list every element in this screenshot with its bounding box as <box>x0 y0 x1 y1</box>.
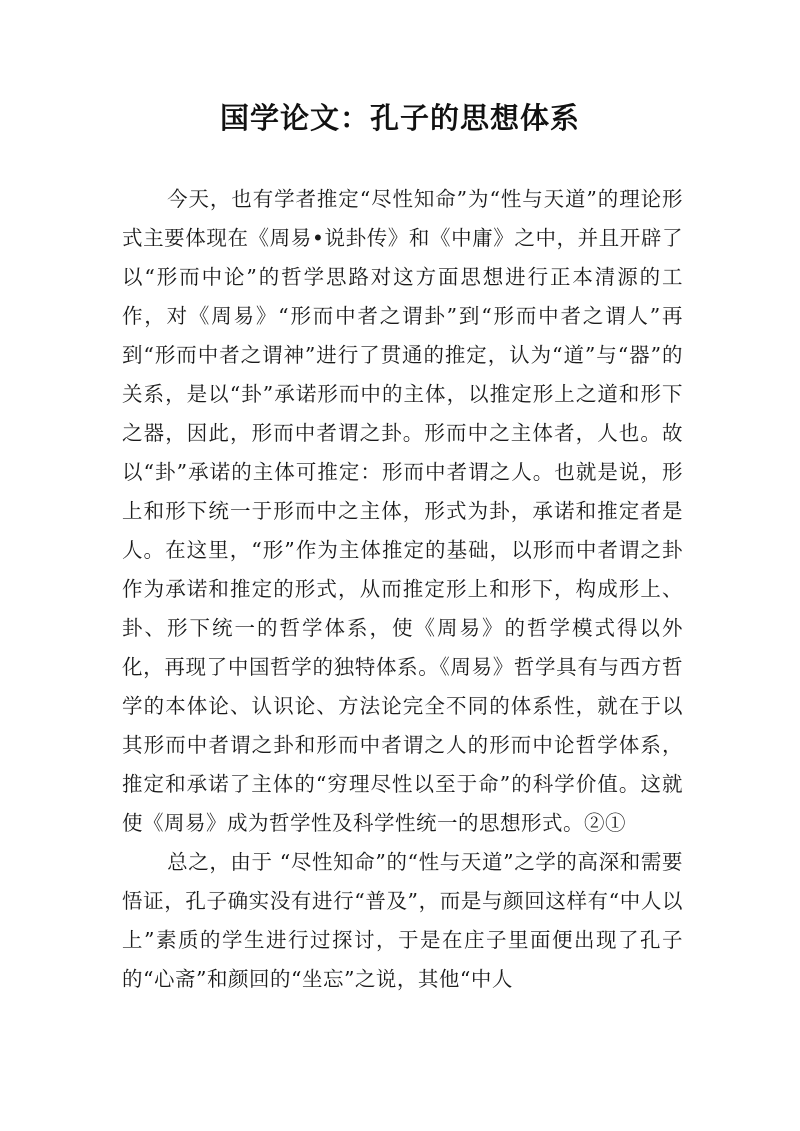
paragraph-1: 今天，也有学者推定“尽性知命”为“性与天道”的理论形式主要体现在《周易•说卦传》和《中庸》之中，并且开辟了以“形而中论”的哲学思路对这方面思想进行正本清源的工作，对《周易》“形而中者之谓卦”到“形而中者之谓人”再到“形而中者之谓神”进行了贯通的推定，认为“道”与“器”的关系，是以“卦”承诺形而中的主体，以推定形上之道和形下之器，因此，形而中者谓之卦。形而中之主体者，人也。故以“卦”承诺的主体可推定：形而中者谓之人。也就是说，形上和形下统一于形而中之主体，形式为卦，承诺和推定者是人。在这里，“形”作为主体推定的基础，以形而中者谓之卦作为承诺和推定的形式，从而推定形上和形下，构成形上、卦、形下统一的哲学体系，使《周易》的哲学模式得以外化，再现了中国哲学的独特体系。《周易》哲学具有与西方哲学的本体论、认识论、方法论完全不同的体系性，就在于以其形而中者谓之卦和形而中者谓之人的形而中论哲学体系，推定和承诺了主体的“穷理尽性以至于命”的科学价值。这就使《周易》成为哲学性及科学性统一的思想形式。②① <box>122 187 683 835</box>
document-body <box>122 180 683 999</box>
document-title: 国学论文：孔子的思想体系 <box>219 101 580 135</box>
paragraph-2: 总之，由于 “尽性知命”的“性与天道”之学的高深和需要悟证，孔子确实没有进行“普及”，而是与颜回这样有“中人以上”素质的学生进行过探讨，于是在庄子里面便出现了孔子的“心斋”和颜回的“坐忘”之说，其他“中人 <box>122 850 683 991</box>
